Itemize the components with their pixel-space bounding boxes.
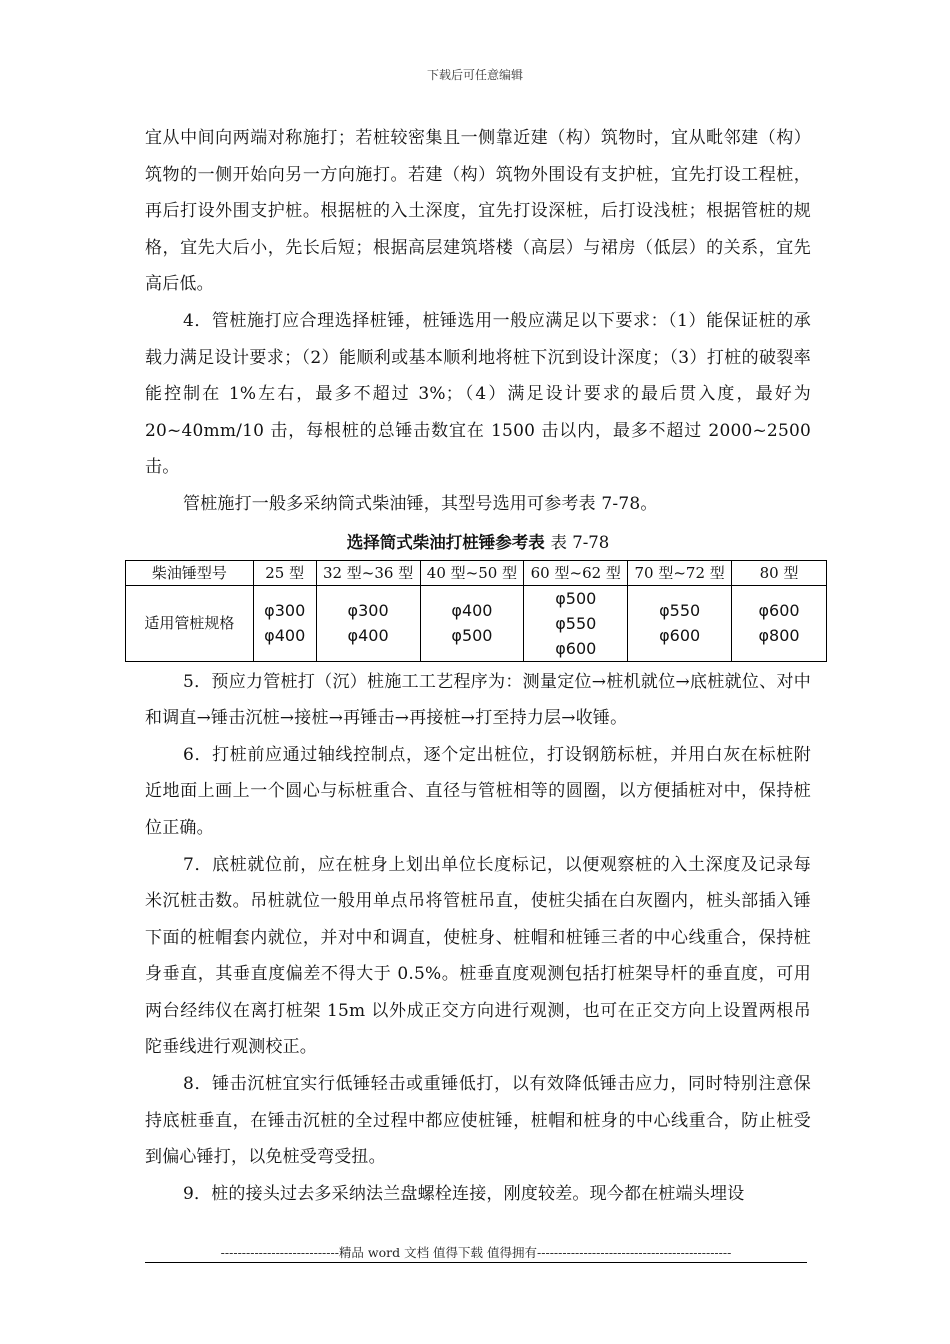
spec-cell bbox=[253, 585, 316, 661]
spec-value: φ600 bbox=[555, 638, 597, 658]
paragraph-hammer-selection: 管桩施打一般多采纳筒式柴油锤，其型号选用可参考表 7-78。 bbox=[183, 493, 658, 514]
header-cell: 80 型 bbox=[732, 560, 827, 585]
spec-cell bbox=[732, 585, 827, 661]
spec-value: φ600 bbox=[758, 601, 800, 621]
paragraph-continuation: 宜从中间向两端对称施打；若桩较密集且一侧靠近建（构）筑物时，宜从毗邻建（构）筑物的一侧开始向另一方向施打。若建（构）筑物外围设有支护桩，宜先打设工程桩，再后打设外围支护桩。根据桩的入土深度，宜先打设深桩，后打设浅桩；根据管桩的规格，宜先大后小，先长后短；根据高层建筑塔楼（高层）与裙房（低层）的关系，宜先高后低。 bbox=[145, 128, 811, 295]
document-body bbox=[145, 120, 811, 1212]
header-cell: 32 型~36 型 bbox=[316, 560, 420, 585]
paragraph-item-7: 7．底桩就位前，应在桩身上划出单位长度标记，以便观察桩的入土深度及记录每米沉桩击数。吊桩就位一般用单点吊将管桩吊直，使桩尖插在白灰圈内，桩头部插入锤下面的桩帽套内就位，并对中和调直，使桩身、桩帽和桩锤三者的中心线重合，保持桩身垂直，其垂直度偏差不得大于 0.5%。桩垂直度观测包括打桩架导杆的垂直度，可用两台经纬仪在离打桩架 15m 以外成正交方向进行观测，也可在正交方向上设置两根吊陀垂线进行观测校正。 bbox=[145, 854, 811, 1058]
header-cell: 25 型 bbox=[253, 560, 316, 585]
spec-value: φ600 bbox=[659, 626, 701, 646]
paragraph-item-5: 5．预应力管桩打（沉）桩施工工艺程序为：测量定位→桩机就位→底桩就位、对中和调直→锤击沉桩→接桩→再锤击→再接桩→打至持力层→收锤。 bbox=[145, 671, 811, 729]
table-title-text: 选择筒式柴油打桩锤参考表 bbox=[346, 532, 545, 552]
spec-value: φ400 bbox=[347, 626, 389, 646]
page-header: 下载后可任意编辑 bbox=[426, 68, 523, 82]
paragraph-item-4: 4．管桩施打应合理选择桩锤，桩锤选用一般应满足以下要求：（1）能保证桩的承载力满足设计要求；（2）能顺利或基本顺利地将桩下沉到设计深度；（3）打桩的破裂率能控制在 1%左右，最多不超过 3%；（4）满足设计要求的最后贯入度，最好为 20~40mm/10 击，每根桩的总锤击数宜在 1500 击以内，最多不超过 2000~2500 击。 bbox=[145, 310, 811, 478]
spec-cell bbox=[316, 585, 420, 661]
table-header-row bbox=[126, 560, 827, 585]
spec-value: φ500 bbox=[451, 626, 493, 646]
hammer-reference-table bbox=[125, 560, 827, 662]
spec-value: φ550 bbox=[659, 601, 701, 621]
header-cell: 40 型~50 型 bbox=[420, 560, 524, 585]
spec-value: φ500 bbox=[555, 588, 597, 608]
spec-value: φ800 bbox=[758, 626, 800, 646]
footer-divider bbox=[145, 1262, 807, 1263]
spec-value: φ550 bbox=[555, 613, 597, 633]
page-footer: ----------------------------精品 word 文档 值得下载 值得拥有---------------------------------------------- bbox=[220, 1245, 732, 1260]
spec-value: φ400 bbox=[264, 626, 306, 646]
spec-value: φ300 bbox=[347, 601, 389, 621]
paragraph-item-6: 6．打桩前应通过轴线控制点，逐个定出桩位，打设钢筋标桩，并用白灰在标桩附近地面上画上一个圆心与标桩重合、直径与管桩相等的圆圈，以方便插桩对中，保持桩位正确。 bbox=[145, 744, 811, 838]
spec-value: φ300 bbox=[264, 601, 306, 621]
header-cell-label: 柴油锤型号 bbox=[126, 560, 254, 585]
header-cell: 60 型~62 型 bbox=[524, 560, 628, 585]
spec-cell bbox=[628, 585, 732, 661]
paragraph-item-9: 9．桩的接头过去多采纳法兰盘螺栓连接，刚度较差。现今都在桩端头埋设 bbox=[183, 1183, 745, 1204]
paragraph-item-8: 8．锤击沉桩宜实行低锤轻击或重锤低打，以有效降低锤击应力，同时特别注意保持底桩垂直，在锤击沉桩的全过程中都应使桩锤，桩帽和桩身的中心线重合，防止桩受到偏心锤打，以免桩受弯受扭。 bbox=[145, 1074, 811, 1168]
table-title bbox=[145, 528, 811, 558]
header-cell: 70 型~72 型 bbox=[628, 560, 732, 585]
spec-cell bbox=[420, 585, 524, 661]
row-label-cell: 适用管桩规格 bbox=[126, 585, 254, 661]
table-code: 表 7-78 bbox=[550, 532, 610, 552]
table-spec-row bbox=[126, 585, 827, 661]
spec-value: φ400 bbox=[451, 601, 493, 621]
spec-cell bbox=[524, 585, 628, 661]
